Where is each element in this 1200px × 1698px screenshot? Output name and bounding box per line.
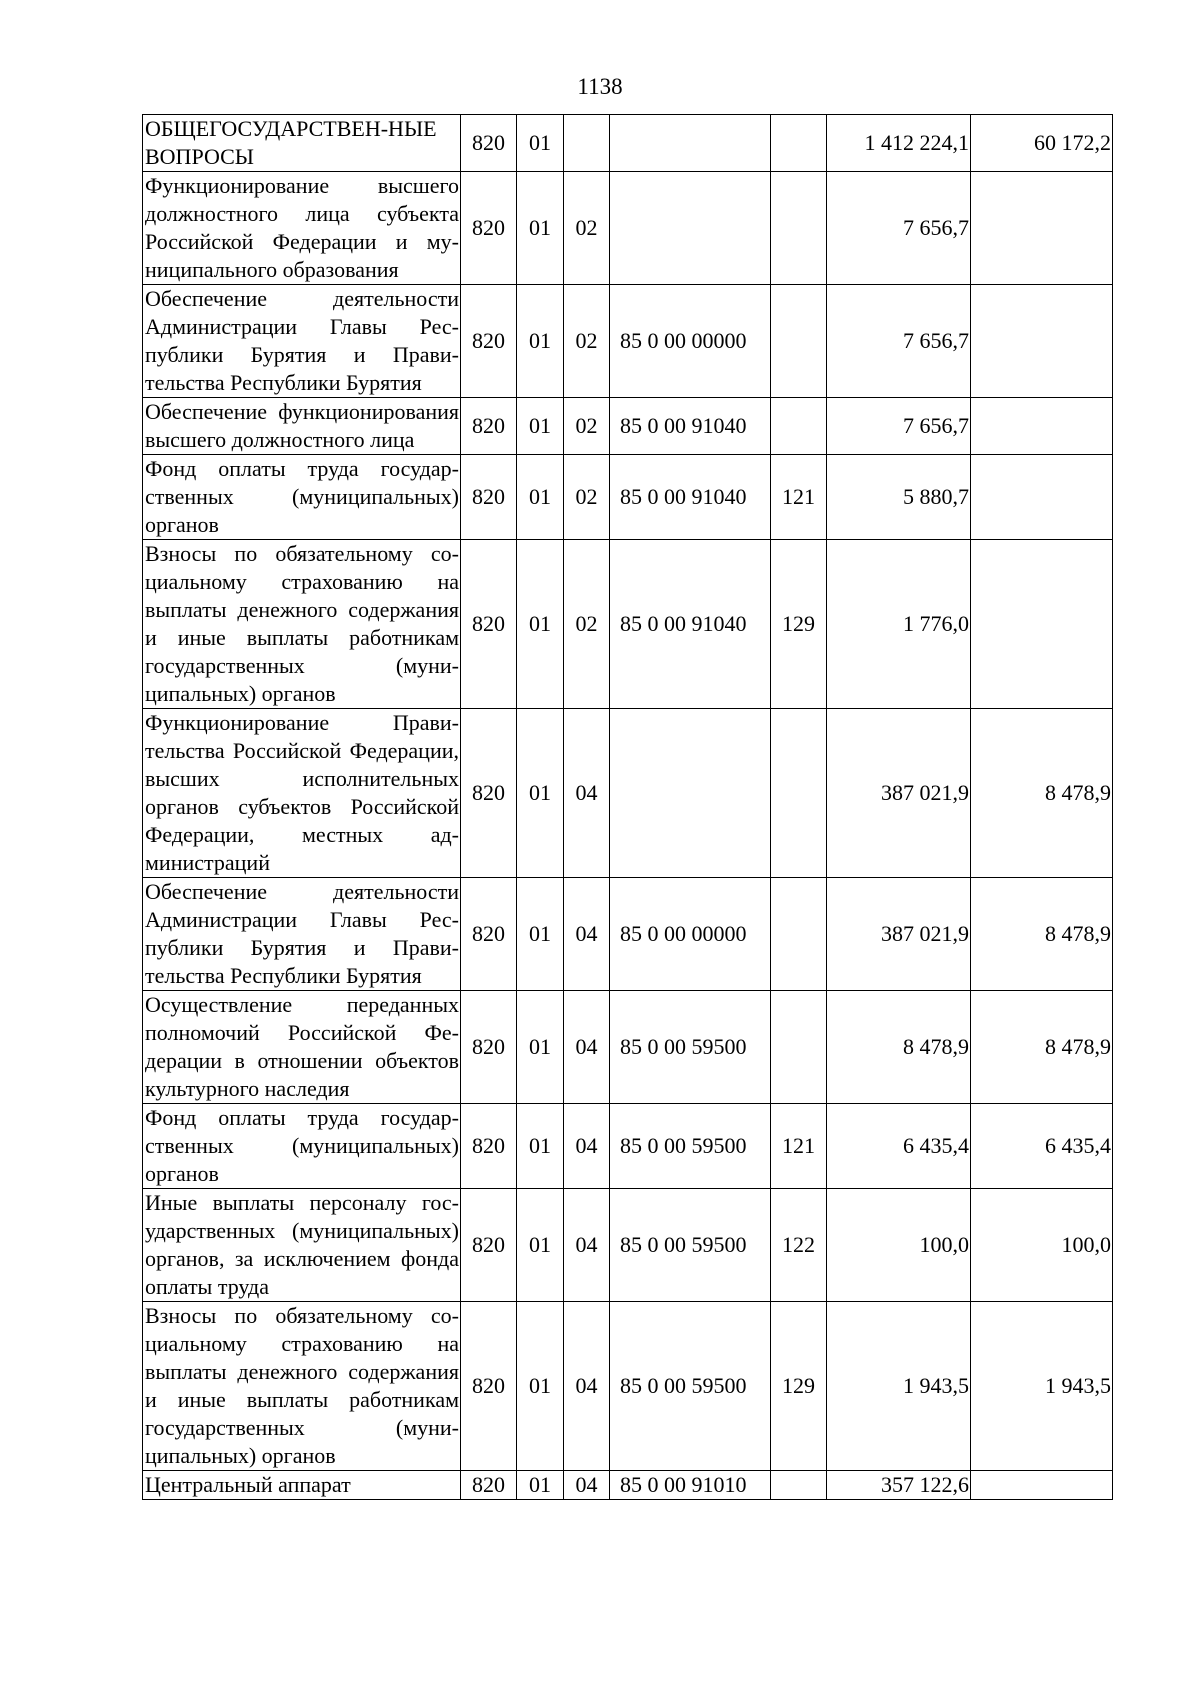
row-sum1-cell: 100,0 bbox=[827, 1189, 971, 1302]
row-csr-cell: 85 0 00 00000 bbox=[610, 285, 771, 398]
row-rz-cell: 01 bbox=[517, 1471, 564, 1500]
row-pr-cell: 04 bbox=[564, 991, 610, 1104]
row-ved-cell: 820 bbox=[461, 878, 517, 991]
row-ved-cell: 820 bbox=[461, 1189, 517, 1302]
row-csr-cell: 85 0 00 59500 bbox=[610, 1104, 771, 1189]
table-row bbox=[143, 540, 1113, 709]
row-ved-cell: 820 bbox=[461, 540, 517, 709]
row-rz-cell: 01 bbox=[517, 1104, 564, 1189]
row-csr-cell: 85 0 00 59500 bbox=[610, 1189, 771, 1302]
row-rz-cell: 01 bbox=[517, 878, 564, 991]
row-pr-cell: 02 bbox=[564, 455, 610, 540]
row-ved-cell: 820 bbox=[461, 172, 517, 285]
table-row bbox=[143, 878, 1113, 991]
row-sum1-cell: 1 412 224,1 bbox=[827, 115, 971, 172]
row-csr-cell: 85 0 00 00000 bbox=[610, 878, 771, 991]
table-row bbox=[143, 172, 1113, 285]
row-pr-cell: 02 bbox=[564, 540, 610, 709]
row-rz-cell: 01 bbox=[517, 285, 564, 398]
table-row bbox=[143, 709, 1113, 878]
row-rz-cell: 01 bbox=[517, 540, 564, 709]
row-ved-cell: 820 bbox=[461, 709, 517, 878]
row-vr-cell bbox=[771, 709, 827, 878]
table-row bbox=[143, 1302, 1113, 1471]
row-vr-cell bbox=[771, 398, 827, 455]
row-sum2-cell: 6 435,4 bbox=[971, 1104, 1113, 1189]
row-sum2-cell bbox=[971, 1471, 1113, 1500]
row-sum1-cell: 1 776,0 bbox=[827, 540, 971, 709]
row-rz-cell: 01 bbox=[517, 398, 564, 455]
row-pr-cell: 02 bbox=[564, 172, 610, 285]
row-ved-cell: 820 bbox=[461, 1471, 517, 1500]
row-sum2-cell bbox=[971, 398, 1113, 455]
row-pr-cell: 04 bbox=[564, 1302, 610, 1471]
row-name-cell: Взносы по обязательному социальному страхованию на выплаты денежного содержания и иные выплаты работникам государственных (муниципальных) органов bbox=[143, 1302, 461, 1471]
row-sum2-cell: 8 478,9 bbox=[971, 709, 1113, 878]
row-name-cell: Функционирование высшего должностного лица субъекта Российской Федерации и муниципального образования bbox=[143, 172, 461, 285]
row-name-cell: Фонд оплаты труда государственных (муниципальных) органов bbox=[143, 455, 461, 540]
row-ved-cell: 820 bbox=[461, 455, 517, 540]
row-sum2-cell bbox=[971, 455, 1113, 540]
row-sum1-cell: 5 880,7 bbox=[827, 455, 971, 540]
row-vr-cell: 121 bbox=[771, 1104, 827, 1189]
row-vr-cell bbox=[771, 991, 827, 1104]
row-rz-cell: 01 bbox=[517, 1302, 564, 1471]
row-sum1-cell: 8 478,9 bbox=[827, 991, 971, 1104]
row-rz-cell: 01 bbox=[517, 455, 564, 540]
row-sum1-cell: 6 435,4 bbox=[827, 1104, 971, 1189]
row-vr-cell: 121 bbox=[771, 455, 827, 540]
row-pr-cell: 04 bbox=[564, 1189, 610, 1302]
table-row bbox=[143, 1471, 1113, 1500]
row-ved-cell: 820 bbox=[461, 991, 517, 1104]
row-rz-cell: 01 bbox=[517, 172, 564, 285]
row-ved-cell: 820 bbox=[461, 115, 517, 172]
row-vr-cell bbox=[771, 1471, 827, 1500]
row-ved-cell: 820 bbox=[461, 285, 517, 398]
row-sum2-cell: 1 943,5 bbox=[971, 1302, 1113, 1471]
row-name-cell: Обеспечение функционирования высшего должностного лица bbox=[143, 398, 461, 455]
row-sum2-cell bbox=[971, 172, 1113, 285]
row-name-cell: ОБЩЕГОСУДАРСТВЕН-НЫЕ ВОПРОСЫ bbox=[143, 115, 461, 172]
row-pr-cell: 02 bbox=[564, 285, 610, 398]
row-name-cell: Центральный аппарат bbox=[143, 1471, 461, 1500]
row-pr-cell: 04 bbox=[564, 1104, 610, 1189]
budget-table bbox=[142, 114, 1113, 1500]
row-pr-cell: 02 bbox=[564, 398, 610, 455]
row-csr-cell: 85 0 00 59500 bbox=[610, 991, 771, 1104]
row-rz-cell: 01 bbox=[517, 991, 564, 1104]
table-row bbox=[143, 1104, 1113, 1189]
row-sum1-cell: 7 656,7 bbox=[827, 398, 971, 455]
table-row bbox=[143, 115, 1113, 172]
row-sum2-cell: 100,0 bbox=[971, 1189, 1113, 1302]
row-csr-cell: 85 0 00 91040 bbox=[610, 540, 771, 709]
row-csr-cell: 85 0 00 91040 bbox=[610, 398, 771, 455]
row-name-cell: Обеспечение деятельности Администрации Главы Республики Бурятия и Правительства Республики Бурятия bbox=[143, 878, 461, 991]
row-csr-cell: 85 0 00 59500 bbox=[610, 1302, 771, 1471]
row-sum2-cell bbox=[971, 540, 1113, 709]
row-vr-cell bbox=[771, 285, 827, 398]
row-sum2-cell bbox=[971, 285, 1113, 398]
row-csr-cell bbox=[610, 709, 771, 878]
row-csr-cell bbox=[610, 115, 771, 172]
row-pr-cell: 04 bbox=[564, 709, 610, 878]
table-row bbox=[143, 285, 1113, 398]
row-name-cell: Обеспечение деятельности Администрации Главы Республики Бурятия и Правительства Республики Бурятия bbox=[143, 285, 461, 398]
row-name-cell: Осуществление переданных полномочий Российской Федерации в отношении объектов культурного наследия bbox=[143, 991, 461, 1104]
row-sum1-cell: 357 122,6 bbox=[827, 1471, 971, 1500]
row-pr-cell: 04 bbox=[564, 878, 610, 991]
table-row bbox=[143, 991, 1113, 1104]
table-row bbox=[143, 455, 1113, 540]
row-rz-cell: 01 bbox=[517, 1189, 564, 1302]
row-name-cell: Взносы по обязательному социальному страхованию на выплаты денежного содержания и иные выплаты работникам государственных (муниципальных) органов bbox=[143, 540, 461, 709]
row-csr-cell bbox=[610, 172, 771, 285]
row-vr-cell: 129 bbox=[771, 1302, 827, 1471]
row-rz-cell: 01 bbox=[517, 115, 564, 172]
row-vr-cell bbox=[771, 115, 827, 172]
table-row bbox=[143, 1189, 1113, 1302]
row-vr-cell bbox=[771, 878, 827, 991]
budget-table-body bbox=[143, 115, 1113, 1500]
row-sum1-cell: 387 021,9 bbox=[827, 878, 971, 991]
row-sum2-cell: 8 478,9 bbox=[971, 878, 1113, 991]
row-sum1-cell: 7 656,7 bbox=[827, 172, 971, 285]
row-csr-cell: 85 0 00 91010 bbox=[610, 1471, 771, 1500]
row-ved-cell: 820 bbox=[461, 398, 517, 455]
row-rz-cell: 01 bbox=[517, 709, 564, 878]
row-name-cell: Фонд оплаты труда государственных (муниципальных) органов bbox=[143, 1104, 461, 1189]
row-vr-cell: 129 bbox=[771, 540, 827, 709]
row-sum1-cell: 1 943,5 bbox=[827, 1302, 971, 1471]
row-pr-cell bbox=[564, 115, 610, 172]
row-name-cell: Иные выплаты персоналу государственных (муниципальных) органов, за исключением фонда оплаты труда bbox=[143, 1189, 461, 1302]
row-sum2-cell: 60 172,2 bbox=[971, 115, 1113, 172]
row-csr-cell: 85 0 00 91040 bbox=[610, 455, 771, 540]
row-name-cell: Функционирование Правительства Российской Федерации, высших исполнительных органов субъектов Российской Федерации, местных администраций bbox=[143, 709, 461, 878]
row-sum1-cell: 7 656,7 bbox=[827, 285, 971, 398]
row-ved-cell: 820 bbox=[461, 1104, 517, 1189]
row-vr-cell: 122 bbox=[771, 1189, 827, 1302]
row-sum2-cell: 8 478,9 bbox=[971, 991, 1113, 1104]
row-sum1-cell: 387 021,9 bbox=[827, 709, 971, 878]
row-pr-cell: 04 bbox=[564, 1471, 610, 1500]
page-number: 1138 bbox=[577, 74, 623, 99]
row-vr-cell bbox=[771, 172, 827, 285]
table-row bbox=[143, 398, 1113, 455]
row-ved-cell: 820 bbox=[461, 1302, 517, 1471]
